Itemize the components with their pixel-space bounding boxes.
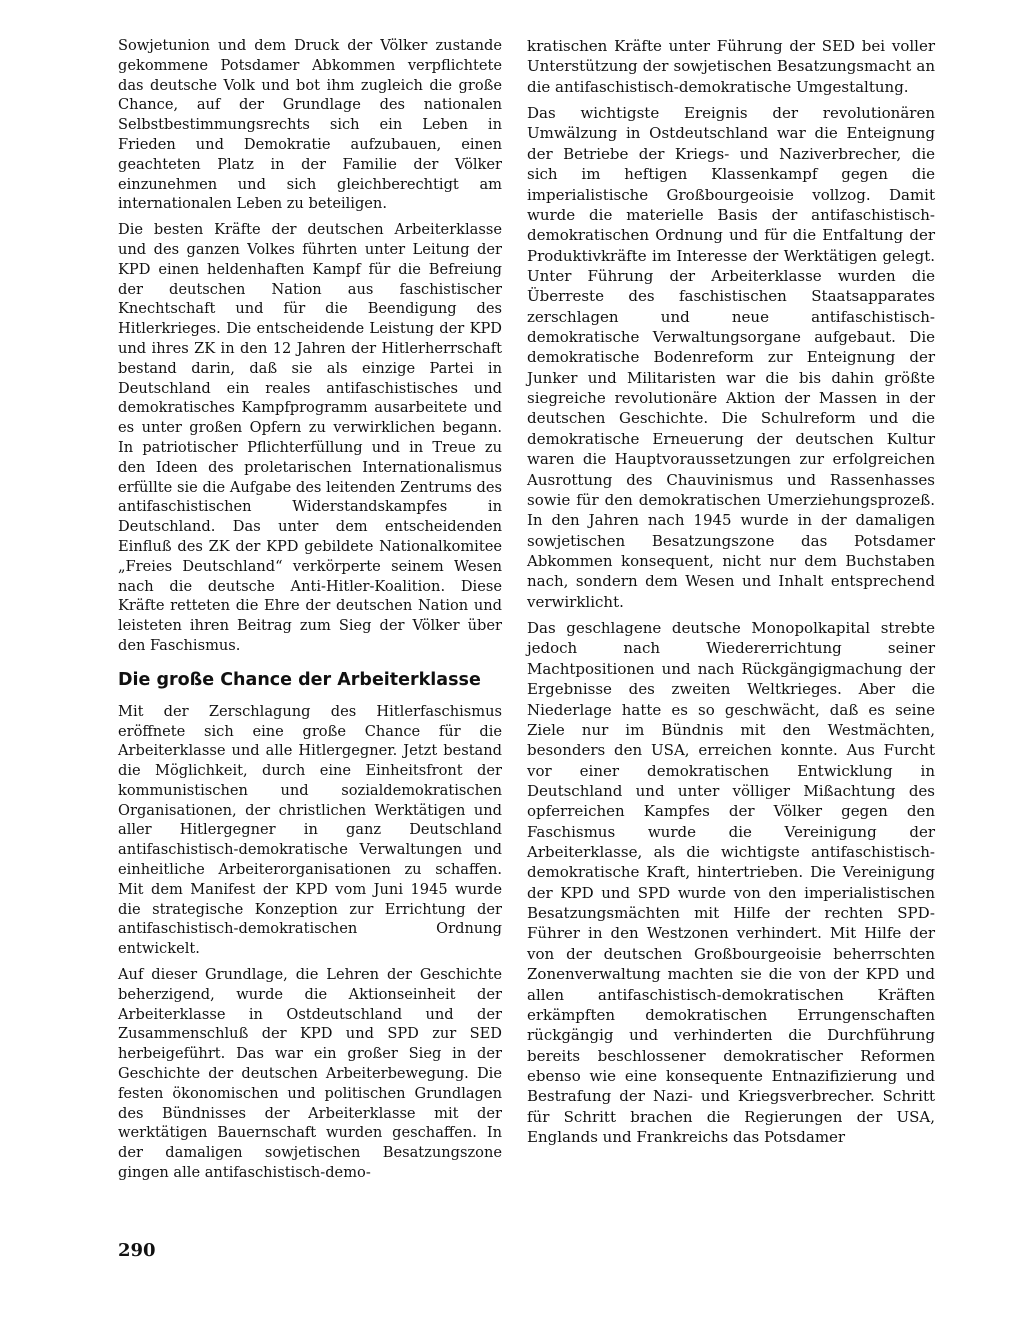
- left-column: [118, 36, 502, 1189]
- page-number: 290: [118, 1240, 156, 1261]
- section-heading: Die große Chance der Arbeiterklasse: [118, 669, 481, 690]
- right-paragraph-3: Das geschlagene deutsche Monopolkapital strebte jedoch nach Wiedererrichtung seiner Machtpositionen und nach Rückgängigmachung der Ergebnisse des zweiten Weltkrieges. Aber die Niederlage hatte es so geschwächt, daß es seine Ziele nur im Bündnis mit den Westmächten, besonders den USA, erreichen konnte. Aus Furcht vor einer demokratischen Entwicklung in Deutschland und unter völliger Mißachtung des opferreichen Kampfes der Völker gegen den Faschismus wurde die Vereinigung der Arbeiterklasse, als die wichtigste antifaschistisch-demokratische Kraft, hintertrieben. Die Vereinigung der KPD und SPD wurde von den imperialistischen Besatzungsmächten mit Hilfe der rechten SPD-Führer in den Westzonen verhindert. Mit Hilfe der von der deutschen Großbourgeoisie beherrschten Zonenverwaltung machten sie die von der KPD und allen antifaschistisch-demokratischen Kräften erkämpften demokratischen Errungenschaften rückgängig und verhinderten die Durchführung bereits beschlossener demokratischer Reformen ebenso wie eine konsequente Entnazifizierung und Bestrafung der Nazi- und Kriegsverbrecher. Schritt für Schritt brachen die Regierungen der USA, Englands und Frankreichs das Potsdamer: [527, 619, 935, 1147]
- left-paragraph-3: Mit der Zerschlagung des Hitlerfaschismus eröffnete sich eine große Chance für die Arbeiterklasse und alle Hitlergegner. Jetzt bestand die Möglichkeit, durch eine Einheitsfront der kommunistischen und sozialdemokratischen Organisationen, der christlichen Werktätigen und aller Hitlergegner in ganz Deutschland antifaschistisch-demokratische Verwaltungen und einheitliche Arbeiterorganisationen zu schaffen. Mit dem Manifest der KPD vom Juni 1945 wurde die strategische Konzeption zur Errichtung der antifaschistisch-demokratischen Ordnung entwickelt.: [118, 702, 502, 958]
- left-paragraph-1: Sowjetunion und dem Druck der Völker zustande gekommene Potsdamer Abkommen verpflichtete das deutsche Volk und bot ihm zugleich die große Chance, auf der Grundlage des nationalen Selbstbestimmungsrechts sich ein Leben in Frieden und Demokratie aufzubauen, einen geachteten Platz in der Familie der Völker einzunehmen und sich gleichberechtigt am internationalen Leben zu beteiligen.: [118, 37, 502, 213]
- right-paragraph-1: kratischen Kräfte unter Führung der SED bei voller Unterstützung der sowjetischen Besatzungsmacht an die antifaschistisch-demokratische Umgestaltung.: [527, 37, 935, 96]
- left-paragraph-2: Die besten Kräfte der deutschen Arbeiterklasse und des ganzen Volkes führten unter Leitung der KPD einen heldenhaften Kampf für die Befreiung der deutschen Nation aus faschistischer Knechtschaft und für die Beendigung des Hitlerkrieges. Die entscheidende Leistung der KPD und ihres ZK in den 12 Jahren der Hitlerherrschaft bestand darin, daß sie als einzige Partei in Deutschland ein reales antifaschistisches und demokratisches Kampfprogramm ausarbeitete und es unter großen Opfern zu verwirklichen begann. In patriotischer Pflichterfüllung und in Treue zu den Ideen des proletarischen Internationalismus erfüllte sie die Aufgabe des leitenden Zentrums des antifaschistischen Widerstandskampfes in Deutschland. Das unter dem entscheidenden Einfluß des ZK der KPD gebildete Nationalkomitee „Freies Deutschland“ verkörperte seinem Wesen nach die deutsche Anti-Hitler-Koalition. Diese Kräfte retteten die Ehre der deutschen Nation und leisteten ihren Beitrag zum Sieg der Völker über den Faschismus.: [118, 221, 502, 654]
- left-paragraph-4: Auf dieser Grundlage, die Lehren der Geschichte beherzigend, wurde die Aktionseinheit der Arbeiterklasse in Ostdeutschland und der Zusammenschluß der KPD und SPD zur SED herbeigeführt. Das war ein großer Sieg in der Geschichte der deutschen Arbeiterbewegung. Die festen ökonomischen und politischen Grundlagen des Bündnisses der Arbeiterklasse mit der werktätigen Bauernschaft wurden geschaffen. In der damaligen sowjetischen Besatzungszone gingen alle antifaschistisch-demo-: [118, 966, 502, 1182]
- right-paragraph-2: Das wichtigste Ereignis der revolutionären Umwälzung in Ostdeutschland war die Enteignung der Betriebe der Kriegs- und Naziverbrecher, die sich im heftigen Klassenkampf gegen die imperialistische Großbourgeoisie vollzog. Damit wurde die materielle Basis der antifaschistisch-demokratischen Ordnung und für die Entfaltung der Produktivkräfte im Interesse der Werktätigen gelegt. Unter Führung der Arbeiterklasse wurden die Überreste des faschistischen Staatsapparates zerschlagen und neue antifaschistisch-demokratische Verwaltungsorgane aufgebaut. Die demokratische Bodenreform zur Enteignung der Junker und Militaristen war die bis dahin größte siegreiche revolutionäre Aktion der Massen in der deutschen Geschichte. Die Schulreform und die demokratische Erneuerung der deutschen Kultur waren die Hauptvoraussetzungen zur erfolgreichen Ausrottung des Chauvinismus und Rassenhasses sowie für den demokratischen Umerziehungsprozeß. In den Jahren nach 1945 wurde in der damaligen sowjetischen Besatzungszone das Potsdamer Abkommen konsequent, nicht nur dem Buchstaben nach, sondern dem Wesen und Inhalt entsprechend verwirklicht.: [527, 104, 935, 611]
- right-column: [527, 36, 935, 1153]
